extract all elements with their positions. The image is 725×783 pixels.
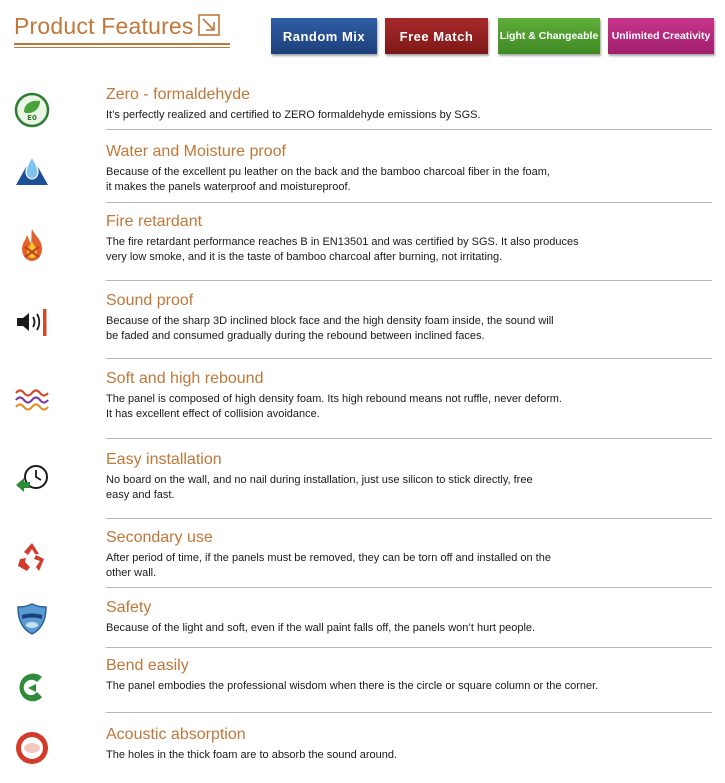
recycle-icon [14,539,50,575]
feature-desc-line: easy and fast. [106,489,175,501]
feature-desc [106,473,706,503]
divider [106,129,712,130]
feature-title: Sound proof [106,292,194,309]
feature-title: Safety [106,599,152,616]
feature-desc-line: Because of the excellent pu leather on the back and the bamboo charcoal fiber in the foam, [106,166,550,178]
divider [106,438,712,439]
feature-desc [106,165,706,195]
wave-icon [14,382,50,418]
feature-desc [106,392,706,422]
feature-desc-line: After period of time, if the panels must be removed, they can be torn off and installed on the [106,552,551,564]
speaker-icon [14,304,50,340]
feature-desc [106,235,706,265]
header [0,0,725,64]
feature-title: Zero - formaldehyde [106,86,251,103]
badge-random-mix: Random Mix [271,18,377,54]
flame-icon [14,227,50,263]
title-underline [14,43,230,45]
feature-desc-line: It has excellent effect of collision avoidance. [106,408,320,420]
feature-title: Acoustic absorption [106,726,246,743]
divider [106,358,712,359]
badge-free-match: Free Match [385,18,488,54]
feature-desc [106,551,706,581]
feature-desc [106,314,706,344]
feature-desc [106,108,706,123]
absorb-ring-icon [14,730,50,766]
feature-desc-line: Because of the sharp 3D inclined block face and the high density foam inside, the sound will [106,315,554,327]
feature-desc-line: be faded and consumed gradually during the rebound between inclined faces. [106,330,485,342]
feature-desc-line: The fire retardant performance reaches B in EN13501 and was certified by SGS. It also produces [106,236,579,248]
divider [106,587,712,588]
divider [106,647,712,648]
divider [106,712,712,713]
bend-icon [14,669,50,705]
title-underline-thin [14,47,230,48]
feature-desc-line: Because of the light and soft, even if the wall paint falls off, the panels won’t hurt people. [106,622,536,634]
divider [106,202,712,203]
clock-arrow-icon [14,461,50,497]
svg-text:E0: E0 [27,114,37,122]
feature-title: Bend easily [106,657,189,674]
feature-desc-line: very low smoke, and it is the taste of bamboo charcoal after burning, not irritating. [106,251,503,263]
divider [106,518,712,519]
feature-desc [106,679,706,694]
divider [106,280,712,281]
feature-desc-line: It’s perfectly realized and certified to ZERO formaldehyde emissions by SGS. [106,109,481,121]
arrow-box-icon [198,14,220,36]
feature-desc-line: No board on the wall, and no nail during installation, just use silicon to stick directly, free [106,474,533,486]
feature-desc-line: it makes the panels waterproof and moistureproof. [106,181,351,193]
feature-desc [106,748,706,763]
e0-leaf-icon [14,92,50,128]
feature-desc-line: The panel is composed of high density foam. Its high rebound means not ruffle, never deform. [106,393,562,405]
feature-title: Secondary use [106,529,213,546]
feature-title: Fire retardant [106,213,203,230]
feature-desc [106,621,706,636]
water-drop-icon [14,153,50,189]
feature-desc-line: other wall. [106,567,157,579]
shield-icon [14,601,50,637]
feature-desc-line: The holes in the thick foam are to absorb the sound around. [106,749,398,761]
feature-title: Water and Moisture proof [106,143,286,160]
page-title: Product Features [14,13,194,39]
feature-desc-line: The panel embodies the professional wisdom when there is the circle or square column or the corner. [106,680,599,692]
badge-light-changeable: Light & Changeable [498,18,600,54]
feature-title: Soft and high rebound [106,370,264,387]
badge-unlimited-creativity: Unlimited Creativity [608,18,714,54]
feature-title: Easy installation [106,451,222,468]
